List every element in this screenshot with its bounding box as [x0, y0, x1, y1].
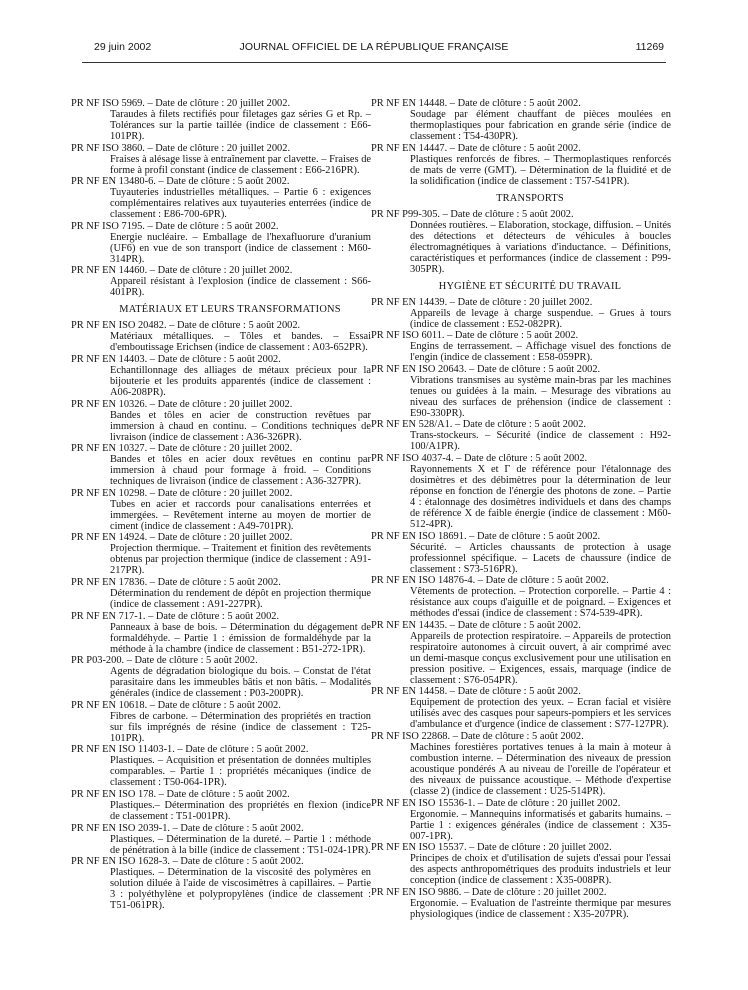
page-header — [0, 41, 748, 57]
entry-reference: PR NF P99-305. – Date de clôture : 5 août 2002. — [371, 208, 574, 220]
standard-entry — [71, 700, 371, 744]
entry-description: Appareils de protection respiratoire. – Appareils de protection respiratoire autonomes à circuit ouvert, à air comprimé avec un demi-masque conçus exclusivement pour une utilisation en pression positive. – Exigences, essais, marquage (indice de classement : S76-054PR). — [410, 630, 671, 686]
entry-reference: PR NF EN 14447. – Date de clôture : 5 août 2002. — [371, 142, 581, 154]
standard-entry — [71, 532, 371, 576]
standard-entry — [71, 577, 371, 610]
header-date: 29 juin 2002 — [94, 41, 152, 53]
standard-entry — [71, 176, 371, 220]
standard-entry — [371, 330, 671, 363]
standard-entry — [371, 575, 671, 619]
entry-reference: PR NF EN 10298. – Date de clôture : 20 juillet 2002. — [71, 487, 293, 499]
entry-reference: PR NF EN 10618. – Date de clôture : 5 août 2002. — [71, 699, 281, 711]
entry-description: Machines forestières portatives tenues à la main à moteur à combustion interne. – Détermination des niveaux de pression acoustique pondérés A au niveau de l'oreille de l'opérateur et des niveaux de puissance acoustique. – Méthode d'expertise (classe 2) (indice de classement : U25-514PR). — [410, 741, 671, 797]
entry-description: Appareils de levage à charge suspendue. – Grues à tours (indice de classement : E52-082PR). — [410, 307, 671, 330]
standard-entry — [71, 221, 371, 265]
entry-reference: PR NF EN ISO 9886. – Date de clôture : 20 juillet 2002. — [371, 886, 607, 898]
entry-reference: PR NF EN ISO 15537. – Date de clôture : 20 juillet 2002. — [371, 842, 612, 854]
entry-description: Données routières. – Elaboration, stockage, diffusion. – Unités des détections et détecteurs de véhicules à boucles électromagnétiques à variations d'inductance. – Définitions, caractéristiques et performances (indice de classement : P99-305PR). — [410, 219, 671, 275]
entry-reference: PR P03-200. – Date de clôture : 5 août 2002. — [71, 655, 258, 667]
entry-reference: PR NF EN ISO 18691. – Date de clôture : 5 août 2002. — [371, 530, 601, 542]
entry-reference: PR NF EN ISO 178. – Date de clôture : 5 août 2002. — [71, 788, 290, 800]
header-journal-title: JOURNAL OFFICIEL DE LA RÉPUBLIQUE FRANÇAISE — [239, 41, 509, 53]
section-heading: TRANSPORTS — [496, 192, 564, 204]
entry-description: Détermination du rendement de dépôt en projection thermique (indice de classement : A91-227PR). — [110, 587, 371, 610]
entry-description: Tuyauteries industrielles métalliques. – Partie 6 : exigences complémentaires relatives aux tuyauteries enterrées (indice de classement : E86-700-6PR). — [110, 187, 371, 221]
entry-description: Principes de choix et d'utilisation de sujets d'essai pour l'essai des aspects anthropométriques des produits industriels et leur conception (indice de classement : X35-008PR). — [410, 853, 671, 887]
entry-reference: PR NF EN 14448. – Date de clôture : 5 août 2002. — [371, 98, 581, 109]
entry-description: Equipement de protection des yeux. – Ecran facial et visière utilisés avec des casques pour sapeurs-pompiers et les services d'ambulance et d'urgence (indice de classement : S77-127PR). — [410, 697, 671, 731]
standard-entry — [71, 856, 371, 911]
header-page-number: 11269 — [635, 41, 664, 53]
entry-description: Plastiques. – Acquisition et présentation de données multiples comparables. – Partie 1 : propriétés mécaniques (indice de classement : T50-064-1PR). — [110, 755, 371, 789]
standard-entry — [71, 789, 371, 822]
standard-entry — [371, 620, 671, 686]
entry-description: Plastiques. – Détermination de la dureté. – Partie 1 : méthode de pénétration à la bille (indice de classement : T51-024-1PR). — [110, 833, 371, 856]
standard-entry — [71, 399, 371, 443]
standard-entry — [371, 419, 671, 452]
entry-reference: PR NF EN 13480-6. – Date de clôture : 5 août 2002. — [71, 176, 290, 188]
entry-description: Rayonnements X et Γ de référence pour l'étalonnage des dosimètres et des débimètres pour la détermination de leur réponse en fonction de l'énergie des photons de zone. – Partie 4 : étalonnage des dosimètres individuels et dans des champs de référence X de faible énergie (indice de classement : M60-512-4PR). — [410, 463, 671, 530]
standard-entry — [371, 686, 671, 730]
standard-entry — [71, 488, 371, 532]
entry-description: Vibrations transmises au système main-bras par les machines tenues ou guidées à la main. – Mesurage des vibrations au niveau des surfaces de préhension (indice de classement : E90-330PR). — [410, 374, 671, 419]
entry-description: Energie nucléaire. – Emballage de l'hexafluorure d'uranium (UF6) en vue de son transport (indice de classement : M60-314PR). — [110, 231, 371, 265]
entry-description: Ergonomie. – Mannequins informatisés et gabarits humains. – Partie 1 : exigences générales (indice de classement : X35-007-1PR). — [410, 808, 671, 842]
standard-entry — [371, 364, 671, 419]
section-heading: MATÉRIAUX ET LEURS TRANSFORMATIONS — [119, 304, 341, 316]
standard-entry — [71, 611, 371, 655]
entry-reference: PR NF EN ISO 1628-3. – Date de clôture : 5 août 2002. — [71, 856, 304, 868]
standard-entry — [71, 744, 371, 788]
section-heading: HYGIÈNE ET SÉCURITÉ DU TRAVAIL — [438, 280, 622, 292]
entry-reference: PR NF EN 17836. – Date de clôture : 5 août 2002. — [71, 576, 281, 588]
left-column — [71, 98, 371, 912]
entry-reference: PR NF EN 14439. – Date de clôture : 20 juillet 2002. — [371, 296, 593, 308]
standard-entry — [371, 143, 671, 187]
standard-entry — [371, 731, 671, 797]
standard-entry — [71, 98, 371, 142]
standard-entry — [371, 98, 671, 142]
entry-description: Vêtements de protection. – Protection corporelle. – Partie 4 : résistance aux coups d'aiguille et de poignard. – Exigences et méthodes d'essai (indice de classement : S74-539-4PR). — [410, 586, 671, 620]
entry-description: Tubes en acier et raccords pour canalisations enterrées et immergées. – Revêtement interne au moyen de mortier de ciment (indice de classement : A49-701PR). — [110, 498, 371, 532]
entry-description: Bandes et tôles en acier de construction revêtues par immersion à chaud en continu. – Conditions techniques de livraison (indice de classement : A36-326PR). — [110, 409, 371, 443]
entry-reference: PR NF EN 14403. – Date de clôture : 5 août 2002. — [71, 353, 281, 365]
entry-reference: PR NF EN ISO 15536-1. – Date de clôture : 20 juillet 2002. — [371, 797, 621, 809]
standard-entry — [371, 887, 671, 920]
standard-entry — [371, 531, 671, 575]
entry-description: Echantillonnage des alliages de métaux précieux pour la bijouterie et les produits apparentés (indice de classement : A06-208PR). — [110, 364, 371, 398]
entry-description: Panneaux à base de bois. – Détermination du dégagement de formaldéhyde. – Partie 1 : émission de formaldéhyde par la méthode à la chambre (indice de classement : B51-272-1PR). — [110, 621, 371, 655]
standard-entry — [71, 354, 371, 398]
entry-description: Agents de dégradation biologique du bois. – Constat de l'état parasitaire dans les immeubles bâtis et non bâtis. – Modalités générales (indice de classement : P03-200PR). — [110, 666, 371, 700]
entry-reference: PR NF ISO 6011. – Date de clôture : 5 août 2002. — [371, 330, 579, 342]
standard-entry — [371, 798, 671, 842]
standard-entry — [371, 209, 671, 275]
entry-reference: PR NF EN 717-1. – Date de clôture : 5 août 2002. — [71, 610, 280, 622]
entry-description: Projection thermique. – Traitement et finition des revêtements obtenus par projection thermique (indice de classement : A91-217PR). — [110, 543, 371, 577]
standard-entry — [371, 297, 671, 330]
entry-reference: PR NF ISO 3860. – Date de clôture : 20 juillet 2002. — [71, 142, 291, 154]
entry-description: Fraises à alésage lisse à entraînement par clavette. – Fraises de forme à profil constant (indice de classement : E66-216PR). — [110, 153, 371, 176]
entry-reference: PR NF ISO 5969. – Date de clôture : 20 juillet 2002. — [71, 98, 291, 109]
standard-entry — [71, 443, 371, 487]
entry-description: Engins de terrassement. – Affichage visuel des fonctions de l'engin (indice de classement : E58-059PR). — [410, 341, 671, 364]
standard-entry — [371, 842, 671, 886]
standard-entry — [71, 823, 371, 856]
entry-description: Plastiques.– Détermination des propriétés en flexion (indice de classement : T51-001PR). — [110, 799, 371, 822]
entry-description: Plastiques. – Détermination de la viscosité des polymères en solution diluée à l'aide de viscosimètres à capillaires. – Partie 3 : polyéthylène et polypropylènes (indice de classement : T51-061PR). — [110, 867, 371, 912]
entry-reference: PR NF EN 10326. – Date de clôture : 20 juillet 2002. — [71, 398, 293, 410]
header-rule — [82, 62, 666, 63]
entry-reference: PR NF EN 14435. – Date de clôture : 5 août 2002. — [371, 619, 581, 631]
entry-reference: PR NF ISO 22868. – Date de clôture : 5 août 2002. — [371, 730, 584, 742]
entry-description: Ergonomie. – Evaluation de l'astreinte thermique par mesures physiologiques (indice de classement : X35-207PR). — [410, 897, 671, 920]
entry-reference: PR NF EN 10327. – Date de clôture : 20 juillet 2002. — [71, 443, 293, 455]
entry-reference: PR NF EN ISO 20643. – Date de clôture : 5 août 2002. — [371, 363, 601, 375]
entry-description: Trans-stockeurs. – Sécurité (indice de classement : H92-100/A1PR). — [410, 430, 671, 453]
standard-entry — [71, 143, 371, 176]
entry-description: Taraudes à filets rectifiés pour filetages gaz séries G et Rp. – Tolérances sur la partie taillée (indice de classement : E66-101PR). — [110, 109, 371, 142]
entry-description: Fibres de carbone. – Détermination des propriétés en traction sur fils imprégnés de résine (indice de classement : T25-101PR). — [110, 710, 371, 744]
entry-description: Matériaux métalliques. – Tôles et bandes. – Essai d'emboutissage Erichsen (indice de classement : A03-652PR). — [110, 331, 371, 354]
entry-description: Bandes et tôles en acier doux revêtues en continu par immersion à chaud pour formage à froid. – Conditions techniques de livraison (indice de classement : A36-327PR). — [110, 454, 371, 488]
entry-description: Sécurité. – Articles chaussants de protection à usage professionnel spécifique. – Lacets de chaussure (indice de classement : S73-516PR). — [410, 541, 671, 575]
entry-reference: PR NF EN ISO 20482. – Date de clôture : 5 août 2002. — [71, 320, 301, 332]
entry-reference: PR NF EN ISO 2039-1. – Date de clôture : 5 août 2002. — [71, 822, 304, 834]
standard-entry — [371, 453, 671, 530]
right-column — [371, 98, 671, 920]
entry-reference: PR NF EN ISO 14876-4. – Date de clôture : 5 août 2002. — [371, 575, 609, 587]
entry-reference: PR NF EN 14924. – Date de clôture : 20 juillet 2002. — [71, 532, 293, 544]
entry-description: Appareil résistant à l'explosion (indice de classement : S66-401PR). — [110, 276, 371, 299]
entry-reference: PR NF EN 528/A1. – Date de clôture : 5 août 2002. — [371, 419, 587, 431]
entry-reference: PR NF ISO 4037-4. – Date de clôture : 5 août 2002. — [371, 452, 588, 464]
entry-reference: PR NF ISO 7195. – Date de clôture : 5 août 2002. — [71, 220, 279, 232]
entry-reference: PR NF EN 14458. – Date de clôture : 5 août 2002. — [371, 686, 581, 698]
standard-entry — [71, 265, 371, 298]
standard-entry — [71, 655, 371, 699]
entry-description: Soudage par élément chauffant de pièces moulées en thermoplastiques pour fabrication en grande série (indice de classement : T54-430PR). — [410, 109, 671, 142]
entry-description: Plastiques renforcés de fibres. – Thermoplastiques renforcés de mats de verre (GMT). – Détermination de la fluidité et de la solidification (indice de classement : T57-541PR). — [410, 153, 671, 187]
standard-entry — [71, 320, 371, 353]
entry-reference: PR NF EN ISO 11403-1. – Date de clôture : 5 août 2002. — [71, 744, 309, 756]
entry-reference: PR NF EN 14460. – Date de clôture : 20 juillet 2002. — [71, 265, 293, 277]
